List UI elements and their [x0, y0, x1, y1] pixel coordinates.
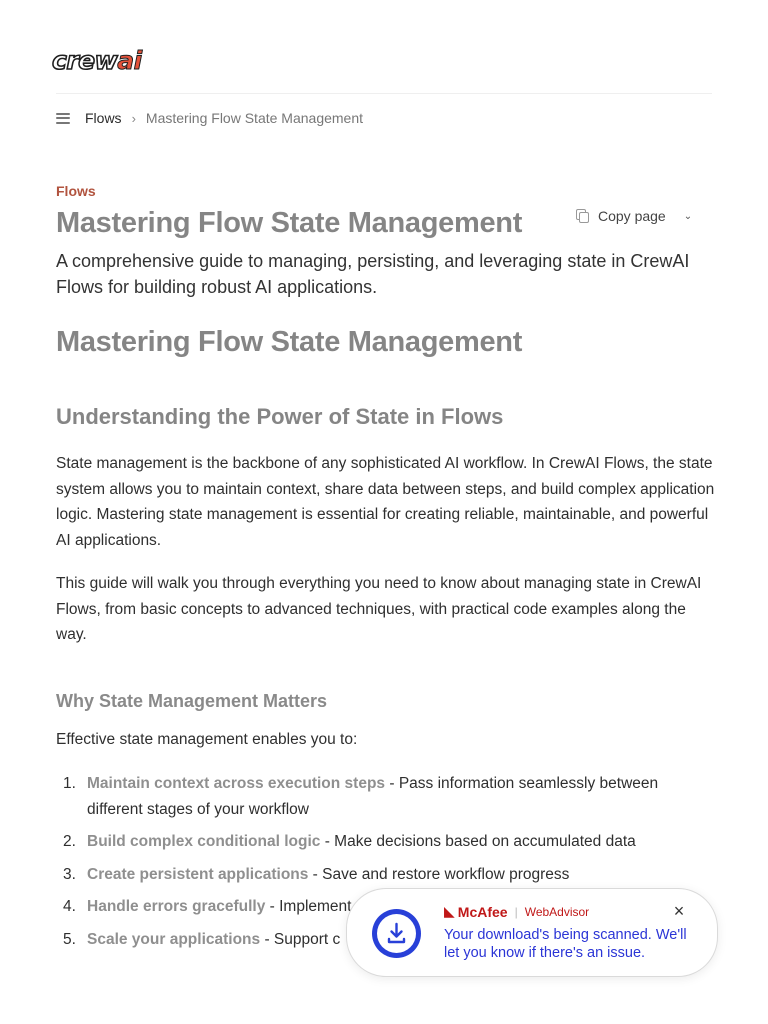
mcafee-shield-icon: ◣	[444, 903, 455, 919]
brand-product: WebAdvisor	[524, 904, 590, 919]
list-item-term[interactable]: Handle errors gracefully	[87, 898, 266, 915]
notification-message: Your download's being scanned. We'll let you know if there's an issue.	[444, 927, 687, 961]
list-item-term[interactable]: Scale your applications	[87, 930, 261, 948]
list-item-desc: - Make decisions based on accumulated data	[320, 833, 636, 850]
breadcrumb-section-link[interactable]: Flows	[85, 110, 122, 126]
list-item-term[interactable]: Build complex conditional logic	[87, 833, 321, 850]
brand-divider: |	[514, 904, 518, 919]
list-item	[56, 771, 716, 822]
list-item-number: 1.	[63, 775, 76, 792]
chevron-right-icon: ›	[131, 110, 136, 126]
logo-text-ai: ai	[117, 46, 142, 75]
menu-icon[interactable]	[56, 113, 70, 124]
paragraph-guide: This guide will walk you through everything you need to know about managing state in CrewAI Flows, from basic concepts to advanced techniques, with practical code examples along the way.	[56, 575, 702, 643]
list-item-desc: - Support c	[260, 930, 341, 948]
header-divider	[56, 93, 712, 94]
list-item-number: 5.	[63, 930, 76, 948]
section-label: Flows	[56, 183, 96, 199]
logo-text-crew: crew	[52, 46, 118, 75]
list-item-number: 3.	[63, 865, 76, 883]
copy-icon	[576, 209, 590, 223]
close-icon[interactable]: ×	[673, 901, 685, 921]
list-item-number: 2.	[63, 833, 76, 850]
list-item-term[interactable]: Maintain context across execution steps	[87, 775, 386, 792]
paragraph-intro: State management is the backbone of any sophisticated AI workflow. In CrewAI Flows, the state system allows you to maintain context, share data between steps, and build complex application logic. Mastering state management is essential for creating reliable, maintainable, and powerful AI applications.	[56, 455, 715, 549]
list-item	[56, 829, 716, 855]
page-subtitle: A comprehensive guide to managing, persisting, and leveraging state in CrewAI Flows for building robust AI applications.	[56, 251, 690, 297]
page-title: Mastering Flow State Management	[56, 207, 523, 239]
breadcrumb-current: Mastering Flow State Management	[145, 110, 364, 126]
list-item-desc: - Pass information seamlessly between different stages of your workflow	[87, 775, 659, 818]
chevron-down-icon[interactable]: ⌄	[683, 210, 693, 222]
content-heading-1: Mastering Flow State Management	[56, 326, 523, 358]
download-scan-notification[interactable]	[346, 888, 718, 977]
content-heading-3: Why State Management Matters	[56, 691, 328, 711]
list-item-desc: - Implement	[265, 898, 352, 915]
list-item-number: 4.	[63, 898, 76, 915]
copy-page-label: Copy page	[598, 208, 666, 224]
list-item	[56, 862, 716, 888]
mcafee-brand	[444, 903, 589, 920]
list-item-term[interactable]: Create persistent applications	[87, 865, 309, 883]
breadcrumb	[56, 108, 363, 128]
download-icon	[372, 909, 421, 958]
paragraph-benefits: Effective state management enables you to:	[56, 731, 358, 748]
crewai-logo[interactable]	[52, 46, 142, 82]
copy-page-button[interactable]	[576, 208, 692, 224]
content-heading-2: Understanding the Power of State in Flows	[56, 404, 504, 429]
list-item-desc: - Save and restore workflow progress	[308, 865, 570, 883]
brand-name: McAfee	[457, 903, 508, 920]
